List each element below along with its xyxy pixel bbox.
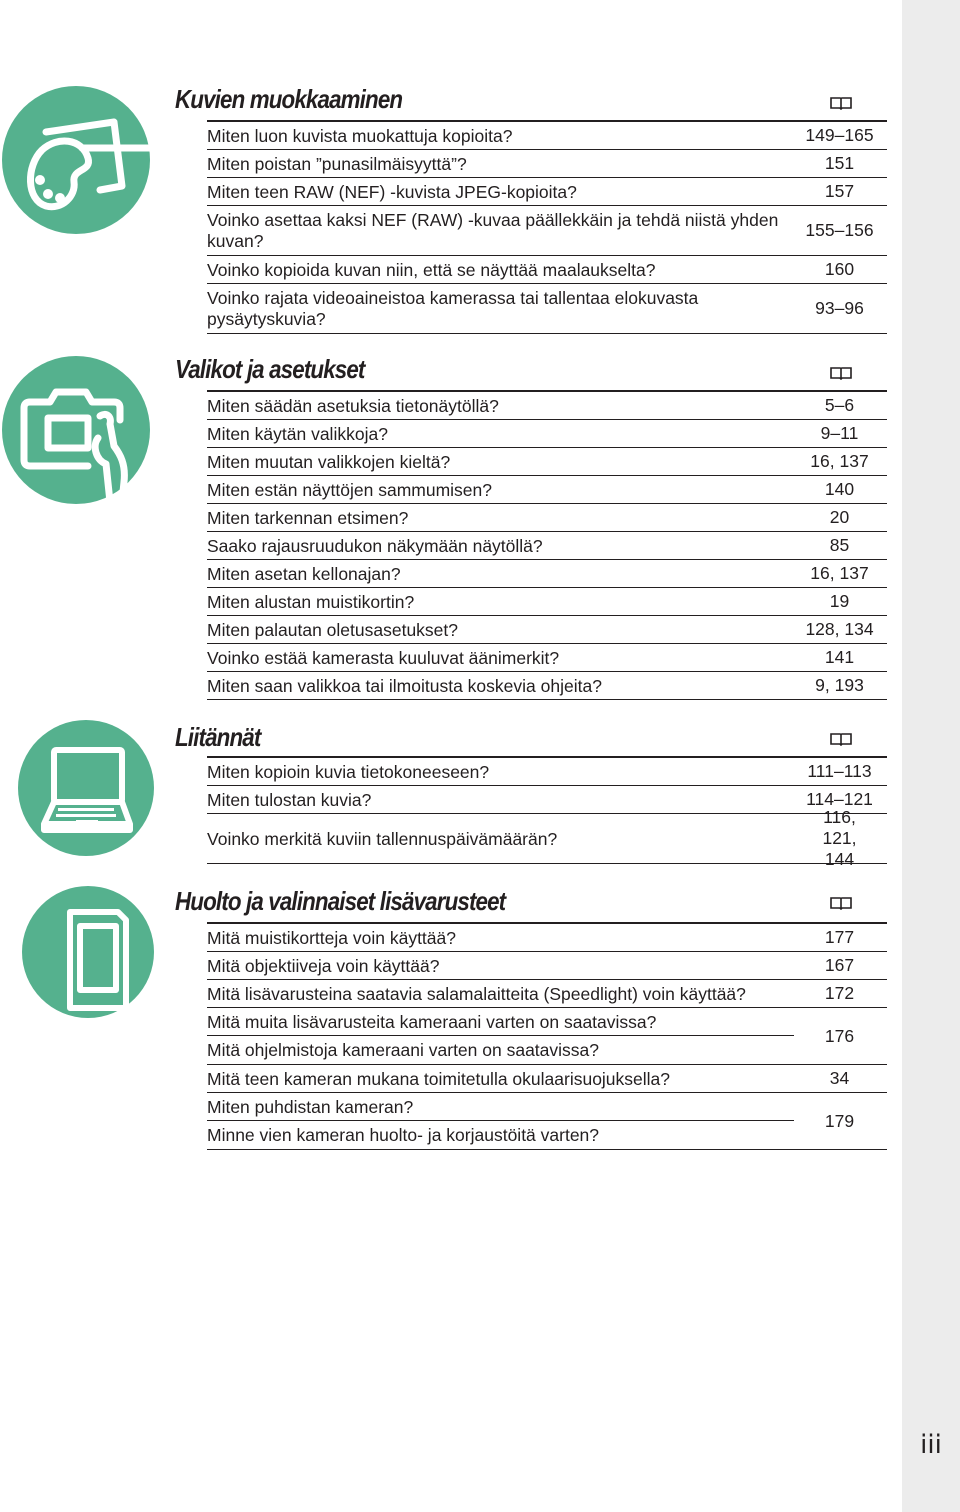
table-row[interactable] (207, 420, 887, 448)
question-text: Mitä teen kameran mukana toimitetulla okulaarisuojuksella? (207, 1069, 671, 1089)
page-ref: 179 (824, 1110, 855, 1131)
section-connections (0, 710, 902, 870)
question-text: Voinko merkitä kuviin tallennuspäivämäärän? (207, 828, 558, 849)
page-ref: 140 (824, 479, 855, 499)
question-text: Mitä ohjelmistoja kameraani varten on saatavissa? (207, 1040, 599, 1060)
table-row[interactable] (207, 448, 887, 476)
page-ref: 93–96 (815, 298, 864, 318)
section-title: Huolto ja valinnaiset lisävarusteet (175, 886, 506, 916)
page-ref: 9–11 (820, 423, 859, 443)
question-text: Miten muutan valikkojen kieltä? (207, 452, 451, 472)
page-ref: 5–6 (824, 395, 855, 415)
page-ref: 9, 193 (815, 675, 864, 695)
table-row[interactable] (207, 178, 887, 206)
table-row[interactable] (207, 616, 887, 644)
page-ref: 114–121 (806, 789, 873, 809)
question-text: Voinko asettaa kaksi NEF (RAW) -kuvaa päällekkäin ja tehdä niistä yhden kuvan? (207, 210, 779, 251)
page-ref: 160 (824, 259, 855, 279)
table-row[interactable] (207, 206, 887, 256)
table-row[interactable] (207, 758, 887, 786)
table-row[interactable] (207, 924, 887, 952)
question-text: Miten luon kuvista muokattuja kopioita? (207, 126, 513, 146)
question-text: Miten asetan kellonajan? (207, 564, 401, 584)
question-text: Miten käytän valikkoja? (207, 424, 388, 444)
book-reference-icon (830, 732, 852, 746)
table-row[interactable] (207, 807, 887, 869)
question-text: Voinko kopioida kuvan niin, että se näyttää maalaukselta? (207, 260, 656, 280)
page-ref: 128, 134 (805, 619, 874, 639)
book-reference-icon (830, 366, 852, 380)
section-title: Valikot ja asetukset (175, 354, 365, 384)
laptop-icon (18, 720, 154, 856)
question-text: Miten tulostan kuvia? (207, 790, 372, 810)
page-ref: 151 (824, 153, 855, 173)
question-text: Mitä muistikortteja voin käyttää? (207, 928, 456, 948)
page-number: iii (920, 1430, 942, 1460)
section-retouch (0, 0, 902, 340)
table-row[interactable] (207, 1065, 887, 1093)
page-ref: 16, 137 (810, 563, 869, 583)
question-text: Miten alustan muistikortin? (207, 592, 415, 612)
table-row[interactable] (207, 284, 887, 334)
table-row[interactable] (207, 588, 887, 616)
question-text: Miten estän näyttöjen sammumisen? (207, 480, 492, 500)
page-ref: 20 (829, 507, 850, 527)
table-row[interactable] (207, 150, 887, 178)
question-text: Voinko rajata videoaineistoa kamerassa tai tallentaa elokuvasta pysäytyskuvia? (207, 288, 699, 329)
faq-table-retouch (207, 120, 887, 334)
book-reference-icon (830, 96, 852, 110)
table-row[interactable] (207, 476, 887, 504)
question-text: Mitä lisävarusteina saatavia salamalaitteita (Speedlight) voin käyttää? (207, 984, 746, 1004)
section-maintenance (0, 870, 902, 1160)
table-row[interactable] (207, 504, 887, 532)
page-ref: 19 (829, 591, 850, 611)
memory-card-icon (22, 886, 154, 1018)
page-ref: 16, 137 (810, 451, 869, 471)
table-row[interactable] (207, 644, 887, 672)
page-ref: 155–156 (805, 220, 874, 240)
page-ref: 176 (824, 1025, 855, 1046)
table-row-group[interactable] (207, 1093, 887, 1150)
table-row[interactable] (207, 672, 887, 700)
side-tab-strip (902, 0, 960, 1512)
page-ref: 141 (824, 647, 855, 667)
page-ref: 34 (829, 1068, 850, 1088)
question-text: Miten tarkennan etsimen? (207, 508, 409, 528)
page-ref: 149–165 (805, 125, 874, 145)
question-text: Miten puhdistan kameran? (207, 1093, 794, 1121)
question-text: Mitä objektiiveja voin käyttää? (207, 956, 440, 976)
table-row[interactable] (207, 952, 887, 980)
faq-table-menus (207, 390, 887, 700)
table-row[interactable] (207, 392, 887, 420)
section-menus (0, 340, 902, 710)
section-title: Liitännät (175, 722, 261, 752)
table-row[interactable] (207, 532, 887, 560)
retouch-palette-icon (2, 86, 150, 234)
question-text: Minne vien kameran huolto- ja korjaustöitä varten? (207, 1125, 600, 1145)
question-text: Voinko estää kamerasta kuuluvat äänimerkit? (207, 648, 560, 668)
question-text: Miten kopioin kuvia tietokoneeseen? (207, 762, 490, 782)
question-text: Miten teen RAW (NEF) -kuvista JPEG-kopioita? (207, 182, 577, 202)
page-ref: 85 (829, 535, 850, 555)
table-row[interactable] (207, 786, 887, 814)
page-ref: 172 (824, 983, 855, 1003)
page-ref: 167 (824, 955, 855, 975)
book-reference-icon (830, 896, 852, 910)
table-row[interactable] (207, 980, 887, 1008)
table-row[interactable] (207, 122, 887, 150)
camera-hand-icon (2, 356, 150, 504)
page-ref: 177 (824, 927, 855, 947)
page-ref: 111–113 (807, 761, 872, 781)
question-text: Miten säädän asetuksia tietonäytöllä? (207, 396, 499, 416)
page-ref: 157 (824, 181, 855, 201)
table-row[interactable] (207, 560, 887, 588)
table-row-group[interactable] (207, 1008, 887, 1065)
section-title: Kuvien muokkaaminen (175, 84, 403, 114)
faq-table-maintenance (207, 922, 887, 1150)
faq-table-connections (207, 756, 887, 869)
question-text: Miten poistan ”punasilmäisyyttä”? (207, 154, 467, 174)
question-text: Miten palautan oletusasetukset? (207, 620, 458, 640)
question-text: Mitä muita lisävarusteita kameraani varten on saatavissa? (207, 1008, 794, 1036)
question-text: Miten saan valikkoa tai ilmoitusta koskevia ohjeita? (207, 676, 602, 696)
page-ref: 116, 121, 144 (822, 807, 857, 869)
table-row[interactable] (207, 256, 887, 284)
question-text: Saako rajausruudukon näkymään näytöllä? (207, 536, 543, 556)
